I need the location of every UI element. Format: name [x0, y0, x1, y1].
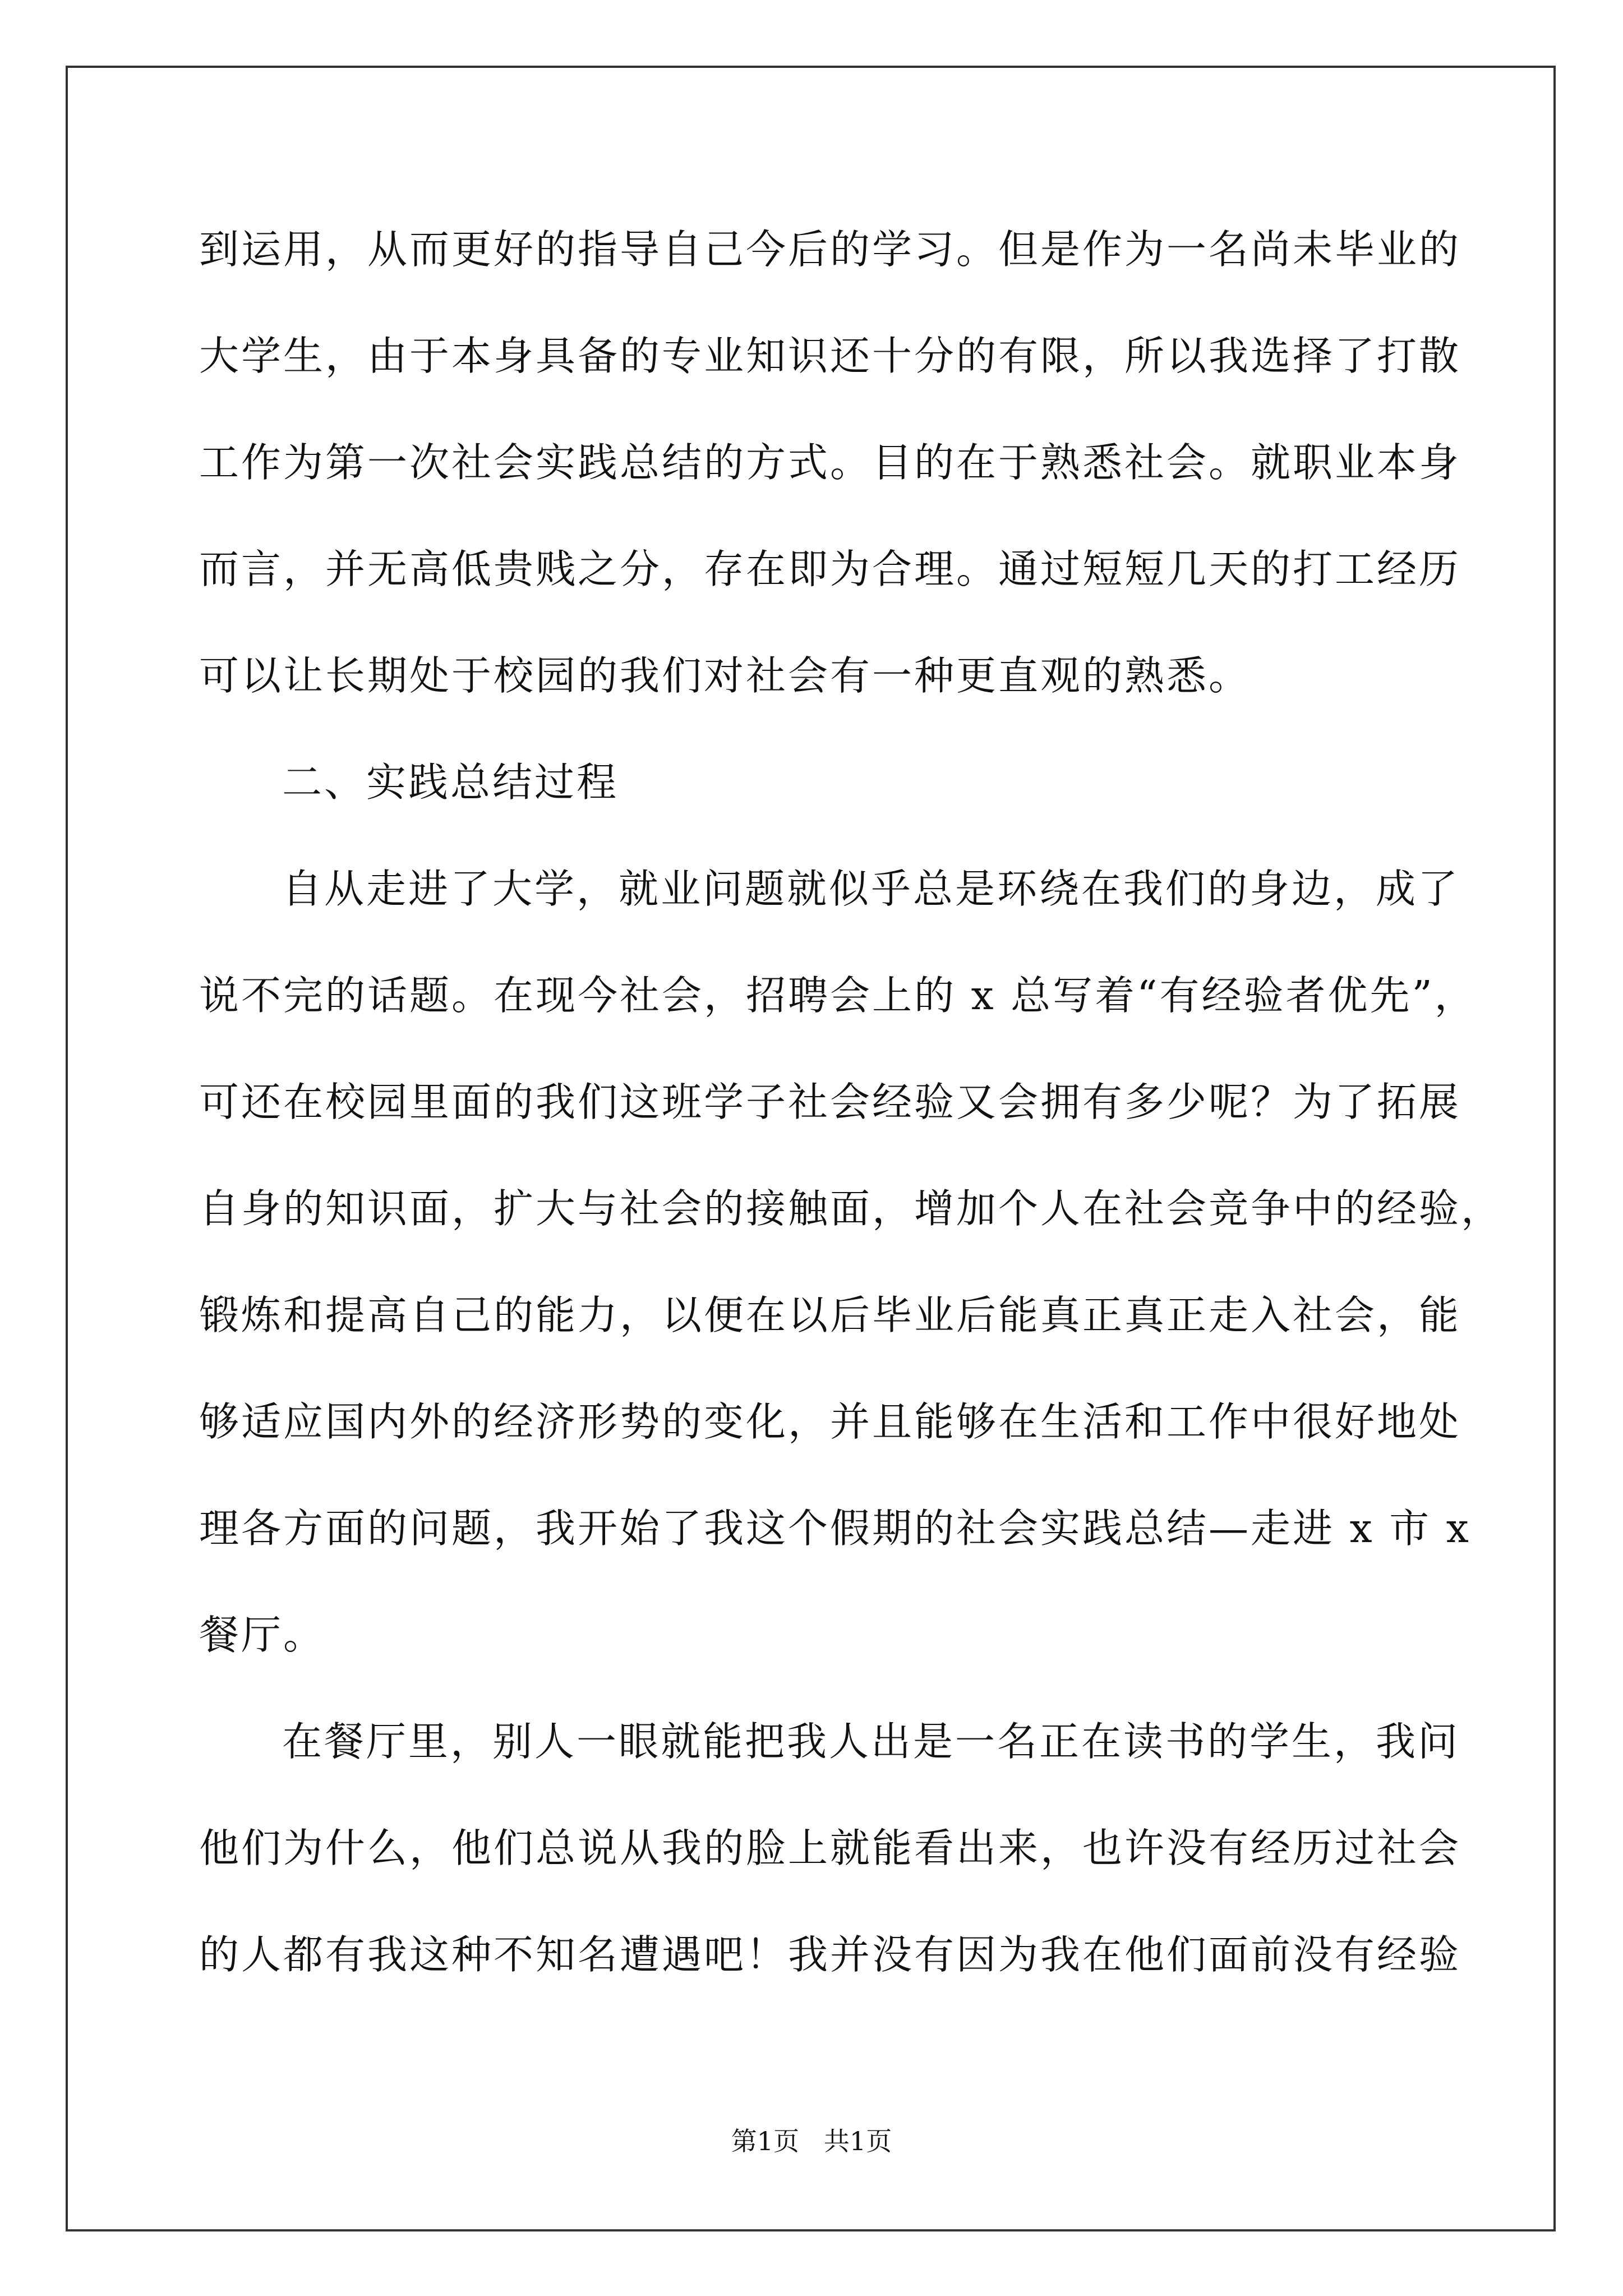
body-line: 自身的知识面，扩大与社会的接触面，增加个人在社会竞争中的经验， — [199, 1185, 1504, 1232]
body-line: 够适应国内外的经济形势的变化，并且能够在生活和工作中很好地处 — [199, 1398, 1461, 1445]
body-line: 理各方面的问题，我开始了我这个假期的社会实践总结—走进 x 市 x — [199, 1505, 1471, 1552]
body-line: 锻炼和提高自己的能力，以便在以后毕业后能真正真正走入社会，能 — [199, 1292, 1461, 1338]
body-line: 可还在校园里面的我们这班学子社会经验又会拥有多少呢？为了拓展 — [199, 1079, 1461, 1125]
body-line: 说不完的话题。在现今社会，招聘会上的 x 总写着“有经验者优先”， — [199, 972, 1477, 1019]
body-line: 大学生，由于本身具备的专业知识还十分的有限，所以我选择了打散 — [199, 333, 1461, 379]
body-line: 而言，并无高低贵贱之分，存在即为合理。通过短短几天的打工经历 — [199, 546, 1461, 592]
body-line: 可以让长期处于校园的我们对社会有一种更直观的熟悉。 — [199, 652, 1251, 699]
body-line: 他们为什么，他们总说从我的脸上就能看出来，也许没有经历过社会 — [199, 1825, 1461, 1871]
body-line: 的人都有我这种不知名遭遇吧！我并没有因为我在他们面前没有经验 — [199, 1931, 1461, 1978]
page-border — [66, 66, 1556, 2231]
body-line: 工作为第一次社会实践总结的方式。目的在于熟悉社会。就职业本身 — [199, 439, 1461, 486]
page-footer: 第1页 共1页 — [731, 2126, 892, 2156]
body-line: 在餐厅里，别人一眼就能把我人出是一名正在读书的学生，我问 — [282, 1718, 1460, 1765]
body-line: 餐厅。 — [199, 1612, 326, 1658]
section-heading: 二、实践总结过程 — [282, 759, 619, 806]
body-line: 到运用，从而更好的指导自己今后的学习。但是作为一名尚未毕业的 — [199, 226, 1461, 273]
body-line: 自从走进了大学，就业问题就似乎总是环绕在我们的身边，成了 — [282, 866, 1460, 912]
